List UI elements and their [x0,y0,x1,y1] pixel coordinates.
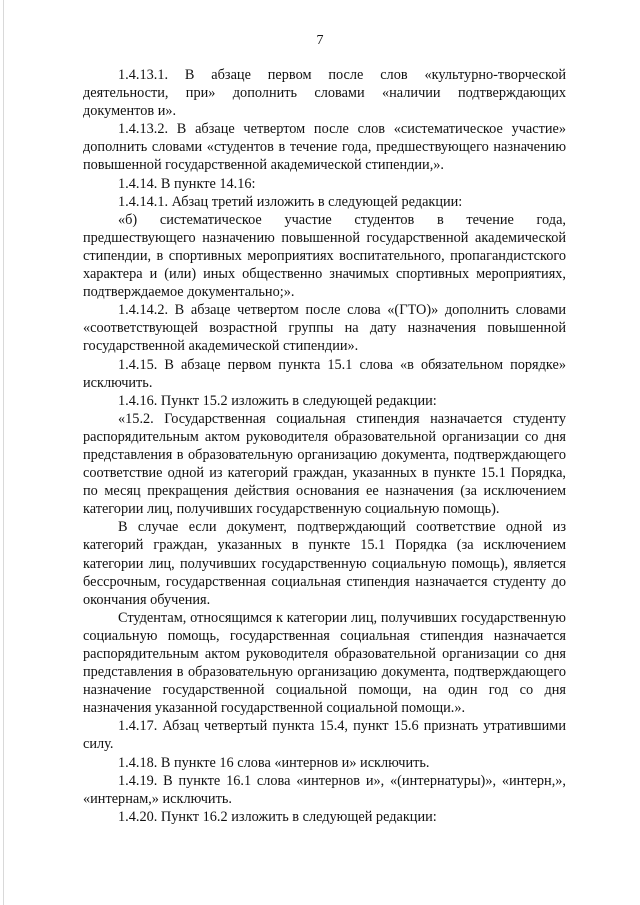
paragraph-1-4-18: 1.4.18. В пункте 16 слова «интернов и» исключить. [118,754,430,771]
paragraph-bessrochny: В случае если документ, подтверждающий соответствие одной из категорий граждан, указанных в пункте 15.1 Порядка (за исключением категории лиц, получивших государственную социальную помощь), является бессрочным, государственная социальная стипендия назначается студенту до окончания обучения. [83,519,566,608]
page-number: 7 [316,33,324,48]
paragraph-1-4-14: 1.4.14. В пункте 14.16: [118,175,256,192]
page-edge [3,0,4,905]
paragraph-1-4-14-1: 1.4.14.1. Абзац третий изложить в следующей редакции: [118,193,463,210]
document-body [83,66,566,826]
paragraph-quote-15-2: «15.2. Государственная социальная стипендия назначается студенту распорядительным актом руководителя образовательной организации со дня представления в образовательную организацию документа, подтверждающего соответствие одной из категорий граждан, указанных в пункте 15.1 Порядка, по месяц прекращения действия основания ее назначения (за исключением категории лиц, получивших государственную социальную помощь). [83,410,566,518]
paragraph-quote-b: «б) систематическое участие студентов в течение года, предшествующего назначению повышенной государственной академической стипендии, в спортивных мероприятиях воспитательного, пропагандистского характера и (или) иных общественно значимых спортивных мероприятиях, подтверждаемое документально;». [83,211,566,301]
paragraph-1-4-20: 1.4.20. Пункт 16.2 изложить в следующей редакции: [118,808,437,825]
paragraph-1-4-16: 1.4.16. Пункт 15.2 изложить в следующей редакции: [118,392,437,409]
paragraph-1-4-15: 1.4.15. В абзаце первом пункта 15.1 слова «в обязательном порядке» исключить. [83,356,566,391]
paragraph-1-4-19: 1.4.19. В пункте 16.1 слова «интернов и», «(интернатуры)», «интерн,», «интернам,» исключить. [83,772,566,807]
paragraph-1-4-13-2: 1.4.13.2. В абзаце четвертом после слов «систематическое участие» дополнить словами «студентов в течение года, предшествующего назначению повышенной государственной академической стипендии,». [83,121,566,174]
paragraph-1-4-17: 1.4.17. Абзац четвертый пункта 15.4, пункт 15.6 признать утратившими силу. [83,718,566,753]
paragraph-sotsialnaya-pomosch: Студентам, относящимся к категории лиц, получивших государственную социальную помощь, государственная социальная стипендия назначается распорядительным актом руководителя образовательной организации со дня представления в образовательную организацию документа, подтверждающего назначение государственной социальной помощи, на один год со дня назначения указанной государственной социальной помощи.». [83,609,566,717]
paragraph-1-4-14-2: 1.4.14.2. В абзаце четвертом после слова «(ГТО)» дополнить словами «соответствующей возрастной группы на дату назначения повышенной государственной академической стипендии». [83,302,566,355]
paragraph-1-4-13-1: 1.4.13.1. В абзаце первом после слов «культурно-творческой деятельности, при» дополнить словами «наличии подтверждающих документов и». [83,67,566,120]
